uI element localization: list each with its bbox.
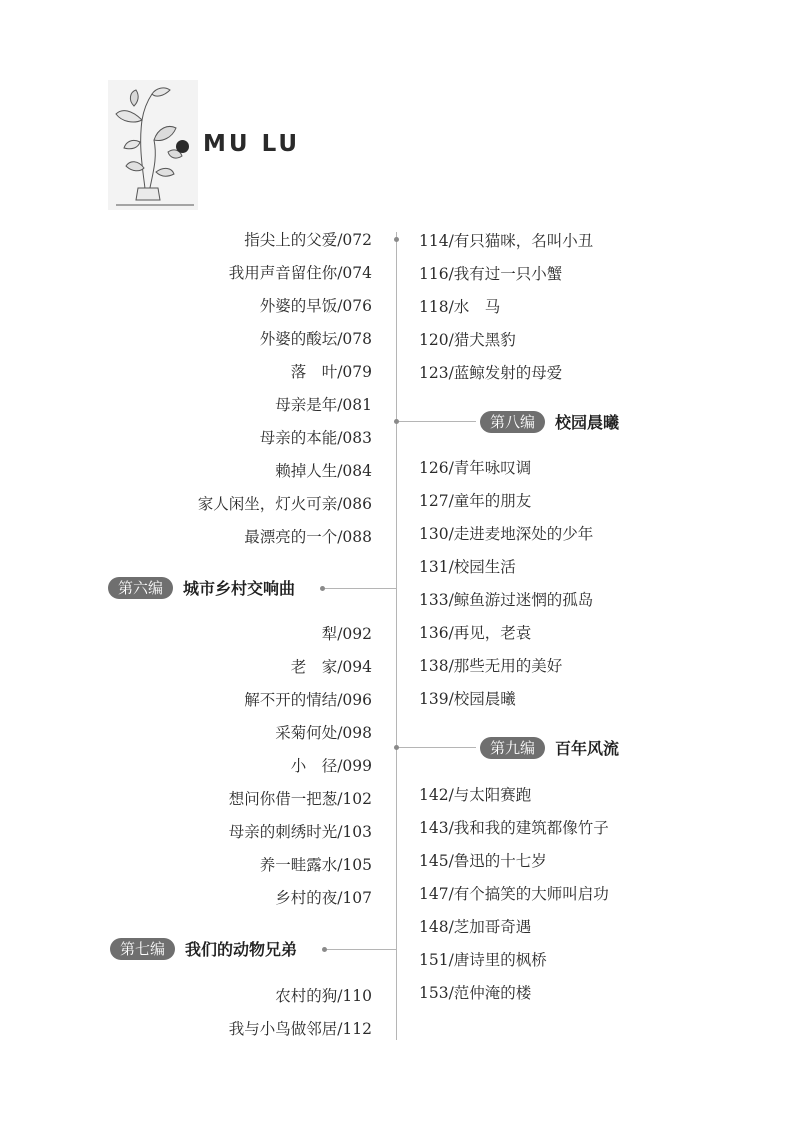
section-title: 校园晨曦 bbox=[555, 413, 620, 432]
section-title: 我们的动物兄弟 bbox=[185, 940, 298, 959]
connector-dot bbox=[394, 419, 399, 424]
toc-entry[interactable]: 114/有只猫咪，名叫小丑 bbox=[419, 232, 594, 250]
toc-entry[interactable]: 142/与太阳赛跑 bbox=[419, 786, 532, 804]
toc-entry[interactable]: 最漂亮的一个/088 bbox=[244, 528, 372, 546]
toc-entry[interactable]: 母亲的刺绣时光/103 bbox=[228, 823, 372, 841]
section-8-heading[interactable] bbox=[480, 410, 619, 433]
header-bullet bbox=[176, 140, 189, 153]
toc-entry[interactable]: 130/走进麦地深处的少年 bbox=[419, 525, 594, 543]
toc-entry[interactable]: 养一畦露水/105 bbox=[259, 856, 372, 874]
toc-entry[interactable]: 想问你借一把葱/102 bbox=[228, 790, 372, 808]
section-connector-line bbox=[396, 747, 476, 748]
center-divider-line bbox=[396, 232, 397, 1040]
toc-entry[interactable]: 139/校园晨曦 bbox=[419, 690, 516, 708]
toc-entry[interactable]: 118/水 马 bbox=[419, 298, 501, 316]
toc-entry[interactable]: 123/蓝鲸发射的母爱 bbox=[419, 364, 563, 382]
toc-entry[interactable]: 153/范仲淹的楼 bbox=[419, 984, 532, 1002]
toc-entry[interactable]: 120/猎犬黑豹 bbox=[419, 331, 516, 349]
toc-entry[interactable]: 家人闲坐，灯火可亲/086 bbox=[197, 495, 372, 513]
toc-entry[interactable]: 乡村的夜/107 bbox=[275, 889, 372, 907]
section-7-heading[interactable] bbox=[110, 937, 297, 960]
page-title: MU LU bbox=[203, 131, 301, 157]
toc-entry[interactable]: 外婆的酸坛/078 bbox=[259, 330, 372, 348]
toc-entry[interactable]: 126/青年咏叹调 bbox=[419, 459, 532, 477]
toc-entry[interactable]: 赖掉人生/084 bbox=[275, 462, 372, 480]
toc-entry[interactable]: 127/童年的朋友 bbox=[419, 492, 532, 510]
section-6-heading[interactable] bbox=[108, 576, 295, 599]
line-end-dot bbox=[394, 237, 399, 242]
section-connector-line bbox=[322, 588, 396, 589]
connector-dot bbox=[322, 947, 327, 952]
toc-entry[interactable]: 采菊何处/098 bbox=[275, 724, 372, 742]
toc-entry[interactable]: 外婆的早饭/076 bbox=[259, 297, 372, 315]
toc-entry[interactable]: 落 叶/079 bbox=[290, 363, 372, 381]
toc-entry[interactable]: 指尖上的父爱/072 bbox=[244, 231, 372, 249]
toc-entry[interactable]: 145/鲁迅的十七岁 bbox=[419, 852, 547, 870]
toc-entry[interactable]: 母亲是年/081 bbox=[275, 396, 372, 414]
toc-entry[interactable]: 133/鲸鱼游过迷惘的孤岛 bbox=[419, 591, 594, 609]
section-connector-line bbox=[324, 949, 396, 950]
section-connector-line bbox=[396, 421, 476, 422]
toc-entry[interactable]: 农村的狗/110 bbox=[275, 987, 372, 1005]
connector-dot bbox=[394, 745, 399, 750]
toc-entry[interactable]: 犁/092 bbox=[321, 625, 372, 643]
section-badge: 第六编 bbox=[108, 577, 173, 599]
toc-entry[interactable]: 我与小鸟做邻居/112 bbox=[228, 1020, 372, 1038]
connector-dot bbox=[320, 586, 325, 591]
toc-entry[interactable]: 148/芝加哥奇遇 bbox=[419, 918, 532, 936]
toc-entry[interactable]: 131/校园生活 bbox=[419, 558, 516, 576]
toc-entry[interactable]: 151/唐诗里的枫桥 bbox=[419, 951, 547, 969]
section-badge: 第七编 bbox=[110, 938, 175, 960]
toc-entry[interactable]: 116/我有过一只小蟹 bbox=[419, 265, 563, 283]
toc-entry[interactable]: 143/我和我的建筑都像竹子 bbox=[419, 819, 609, 837]
section-badge: 第九编 bbox=[480, 737, 545, 759]
toc-entry[interactable]: 我用声音留住你/074 bbox=[228, 264, 372, 282]
section-badge: 第八编 bbox=[480, 411, 545, 433]
section-title: 城市乡村交响曲 bbox=[183, 579, 296, 598]
toc-entry[interactable]: 147/有个搞笑的大师叫启功 bbox=[419, 885, 609, 903]
toc-entry[interactable]: 小 径/099 bbox=[290, 757, 372, 775]
toc-entry[interactable]: 136/再见，老袁 bbox=[419, 624, 532, 642]
toc-entry[interactable]: 母亲的本能/083 bbox=[259, 429, 372, 447]
toc-entry[interactable]: 138/那些无用的美好 bbox=[419, 657, 563, 675]
toc-entry[interactable]: 老 家/094 bbox=[290, 658, 372, 676]
section-9-heading[interactable] bbox=[480, 736, 619, 759]
toc-entry[interactable]: 解不开的情结/096 bbox=[244, 691, 372, 709]
section-title: 百年风流 bbox=[555, 739, 620, 758]
